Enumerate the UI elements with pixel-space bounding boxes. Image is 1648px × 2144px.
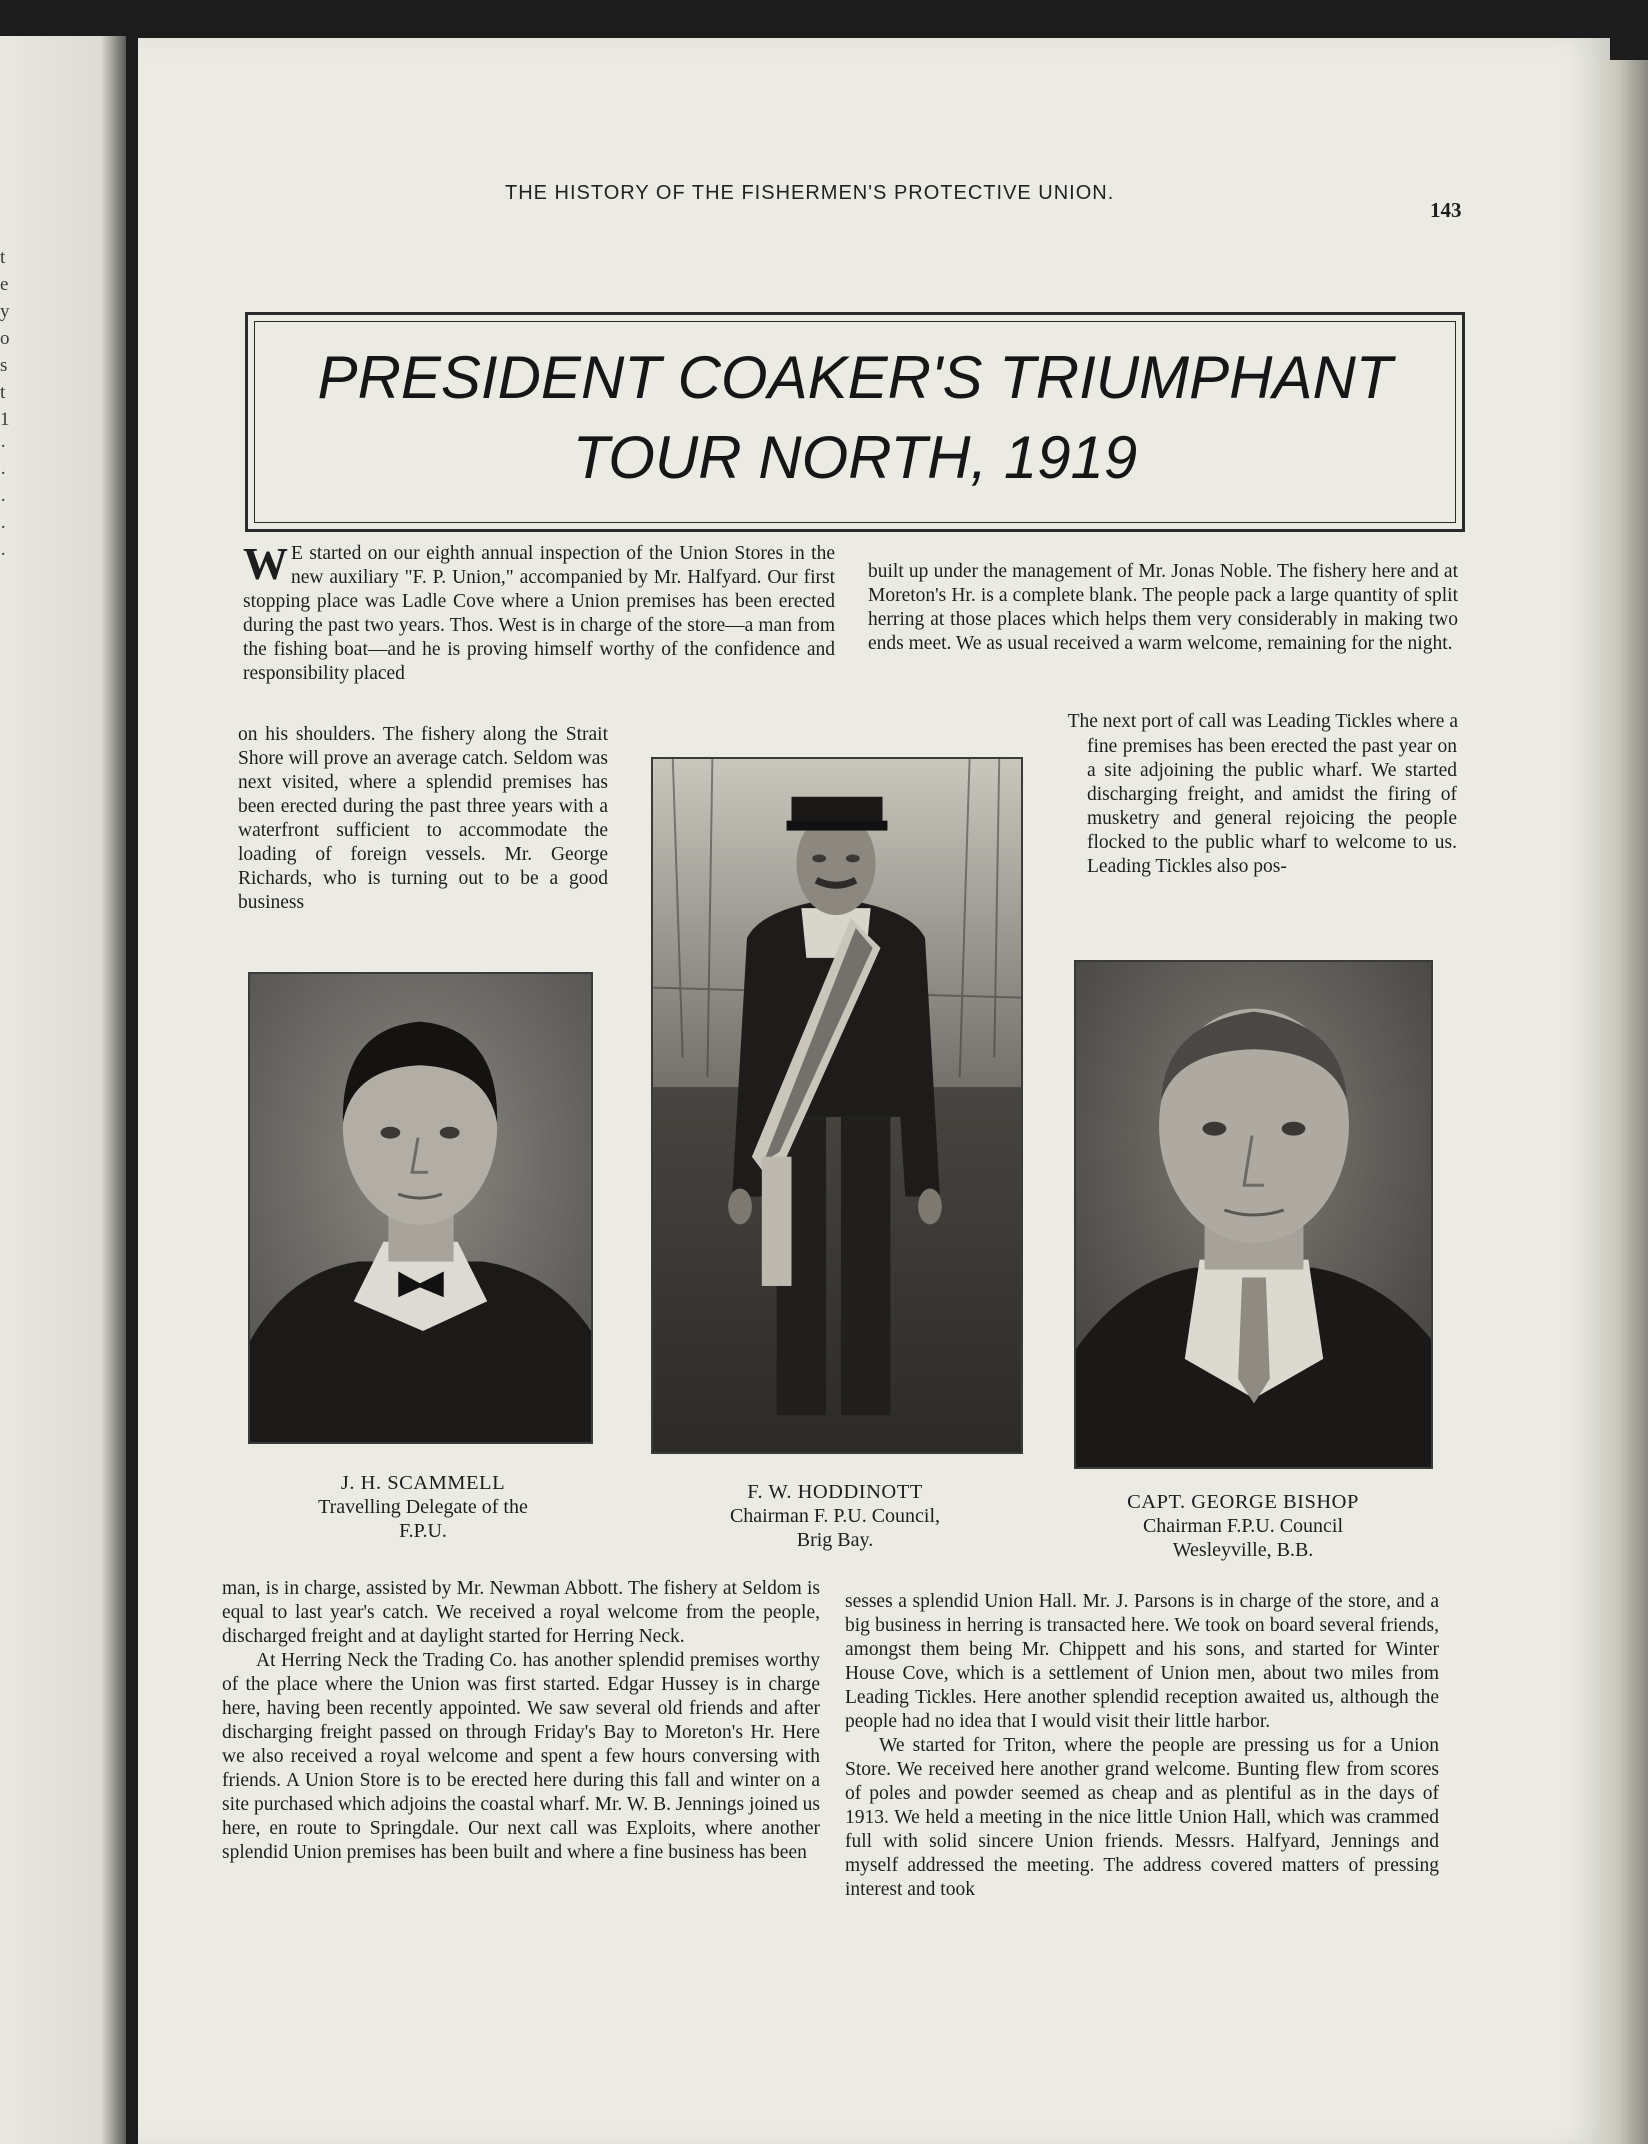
running-head: THE HISTORY OF THE FISHERMEN'S PROTECTIVE UNION. — [505, 182, 1115, 204]
caption-name: F. W. HODDINOTT — [747, 1481, 923, 1503]
caption-title: Brig Bay. — [796, 1529, 874, 1551]
photo-hoddinott — [651, 757, 1023, 1454]
column-1-narrow: on his shoulders. The fishery along the Strait Shore will prove an average catch. Seldom was next visited, where a splendid premises has been erected during the past three years with a waterfront sufficient to accommodate the loading of foreign vessels. Mr. George Richards, who is turning out to be a good business — [238, 724, 608, 913]
title-box — [245, 312, 1465, 532]
article-title-line2: TOUR NORTH, 1919 — [572, 424, 1138, 491]
portrait-image — [1076, 962, 1431, 1467]
column-1-lead: W E started on our eighth annual inspection of the Union Stores in the new auxiliary "F. P. Union," accompanied by Mr. Halfyard. Our first stopping place was Ladle Cove where a Union premises has been erected during the past two years. Thos. West is in charge of the store—a man from the fishing boat—and he is proving himself worthy of the confidence and responsibility placed — [243, 539, 835, 684]
caption-title: Chairman F.P.U. Council — [1142, 1515, 1344, 1537]
caption-scammell — [238, 1471, 608, 1543]
caption-name: CAPT. GEORGE BISHOP — [1127, 1491, 1359, 1513]
photo-scammell — [248, 972, 593, 1444]
caption-title: Travelling Delegate of the — [318, 1496, 528, 1518]
page-stack-edge — [1600, 60, 1648, 2144]
caption-bishop — [1058, 1490, 1428, 1562]
caption-title: F.P.U. — [399, 1520, 447, 1542]
photo-bishop — [1074, 960, 1433, 1469]
column-2-narrow: fine premises has been erected the past year on a site adjoining the public wharf. We started discharging freight, and amidst the firing of musketry and general rejoicing the people flocked to the public wharf to welcome to us. Leading Tickles also pos- — [1087, 736, 1457, 877]
page-number: 143 — [1430, 198, 1462, 222]
caption-title: Wesleyville, B.B. — [1172, 1539, 1314, 1561]
facing-page-edge — [0, 36, 126, 2144]
full-length-portrait-image — [653, 759, 1021, 1452]
caption-hoddinott — [650, 1480, 1020, 1552]
column-2-lead: The next port of call was Leading Tickles where a — [1067, 711, 1458, 732]
facing-page-letters: t e y o s t 1 · · · · · — [0, 247, 10, 565]
article-title-line1: PRESIDENT COAKER'S TRIUMPHANT — [317, 344, 1393, 411]
caption-name: J. H. SCAMMELL — [340, 1472, 506, 1494]
drop-cap: W — [243, 539, 288, 589]
portrait-image — [250, 974, 591, 1442]
caption-title: Chairman F. P.U. Council, — [729, 1505, 941, 1527]
column-1-bottom: man, is in charge, assisted by Mr. Newman Abbott. The fishery at Seldom is equal to last year's catch. We received a royal welcome from the people, discharged freight and at daylight started for Herring Neck. At Herring Neck the Trading Co. has another splendid premises worthy of the place where the Union was first started. Edgar Hussey is in charge here, having been recently appointed. We saw several old friends and after discharging freight passed on through Friday's Bay to Moreton's Hr. Here we also received a royal welcome and spent a few hours conversing with friends. A Union Store is to be erected here during this fall and winter on a site purchased which adjoins the coastal wharf. Mr. W. B. Jennings joined us here, en route to Springdale. Our next call was Exploits, where another splendid Union premises has been built and where a fine business has been — [222, 1578, 820, 1863]
column-2-top: built up under the management of Mr. Jonas Noble. The fishery here and at Moreton's Hr. is a complete blank. The people pack a large quantity of split herring at those places which helps them very considerably in making two ends meet. We as usual received a warm welcome, remaining for the night. — [868, 561, 1458, 654]
column-2-bottom: sesses a splendid Union Hall. Mr. J. Parsons is in charge of the store, and a big business in herring is transacted here. We took on board several friends, amongst them being Mr. Chippett and his sons, and started for Winter House Cove, which is a settlement of Union men, about two miles from Leading Tickles. Here another splendid reception awaited us, although the people had no idea that I would visit their little harbor. We started for Triton, where the people are pressing us for a Union Store. We received here another grand welcome. Bunting flew from scores of poles and powder seemed as cheap and as plentiful as in the days of 1913. We held a meeting in the nice little Union Hall, which was crammed full with solid sincere Union friends. Messrs. Halfyard, Jennings and myself addressed the meeting. The address covered matters of pressing interest and took — [845, 1591, 1439, 1900]
